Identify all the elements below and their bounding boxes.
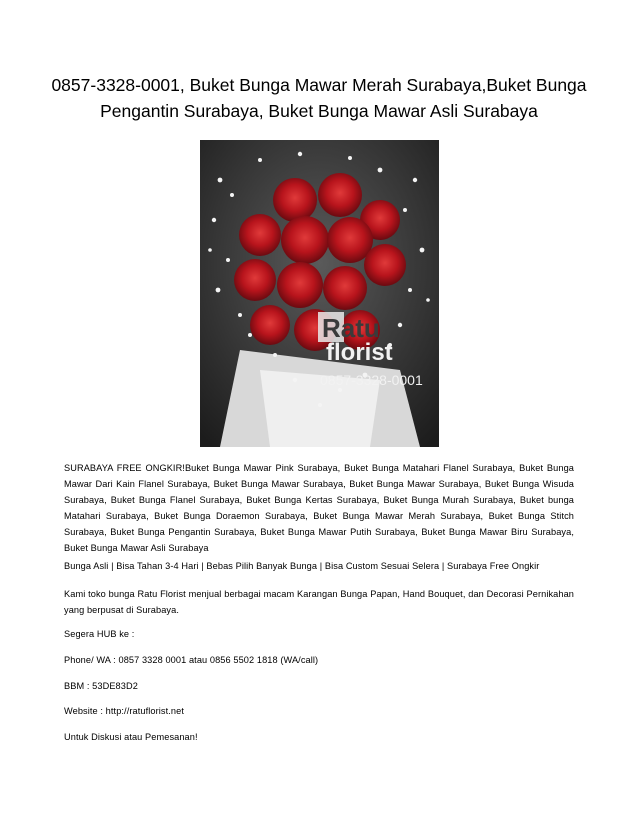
bouquet-photo — [200, 140, 439, 447]
paragraph-keywords: SURABAYA FREE ONGKIR!Buket Bunga Mawar Pink Surabaya, Buket Bunga Matahari Flanel Surabaya, Buket Bunga Mawar Dari Kain Flanel Surabaya, Buket Bunga Mawar Surabaya, Buket Bunga Mawar Surabaya, Buket Bunga Wisuda Surabaya, Buket Bunga Flanel Surabaya, Buket Bunga Kertas Surabaya, Buket Bunga Murah Surabaya, Buket bunga Matahari Surabaya, Buket Bunga Doraemon Surabaya, Buket Bunga Mawar Merah Surabaya, Buket Bunga Stitch Surabaya, Buket Bunga Pengantin Surabaya, Buket Bunga Mawar Putih Surabaya, Buket Bunga Mawar Biru Surabaya, Buket Bunga Mawar Asli Surabaya — [64, 463, 574, 553]
paragraph-website: Website : http://ratuflorist.net — [64, 706, 184, 716]
page-title: 0857-3328-0001, Buket Bunga Mawar Merah Surabaya,Buket Bunga Pengantin Surabaya, Buket Bunga Mawar Asli Surabaya — [51, 75, 587, 121]
paragraph-contact-intro: Segera HUB ke : — [64, 629, 135, 639]
bouquet-illustration — [200, 140, 439, 447]
svg-text:florist: florist — [326, 339, 393, 366]
paragraph-bbm: BBM : 53DE83D2 — [64, 681, 138, 691]
paragraph-features: Bunga Asli | Bisa Tahan 3-4 Hari | Bebas Pilih Banyak Bunga | Bisa Custom Sesuai Selera | Surabaya Free Ongkir — [64, 561, 540, 571]
svg-text:Ratu: Ratu — [322, 313, 380, 343]
svg-text:0857-3328-0001: 0857-3328-0001 — [320, 372, 423, 388]
paragraph-about: Kami toko bunga Ratu Florist menjual berbagai macam Karangan Bunga Papan, Hand Bouquet, dan Decorasi Pernikahan yang berpusat di Surabaya. — [64, 589, 574, 615]
paragraph-phone: Phone/ WA : 0857 3328 0001 atau 0856 5502 1818 (WA/call) — [64, 655, 319, 665]
paragraph-call-to-action: Untuk Diskusi atau Pemesanan! — [64, 732, 198, 742]
